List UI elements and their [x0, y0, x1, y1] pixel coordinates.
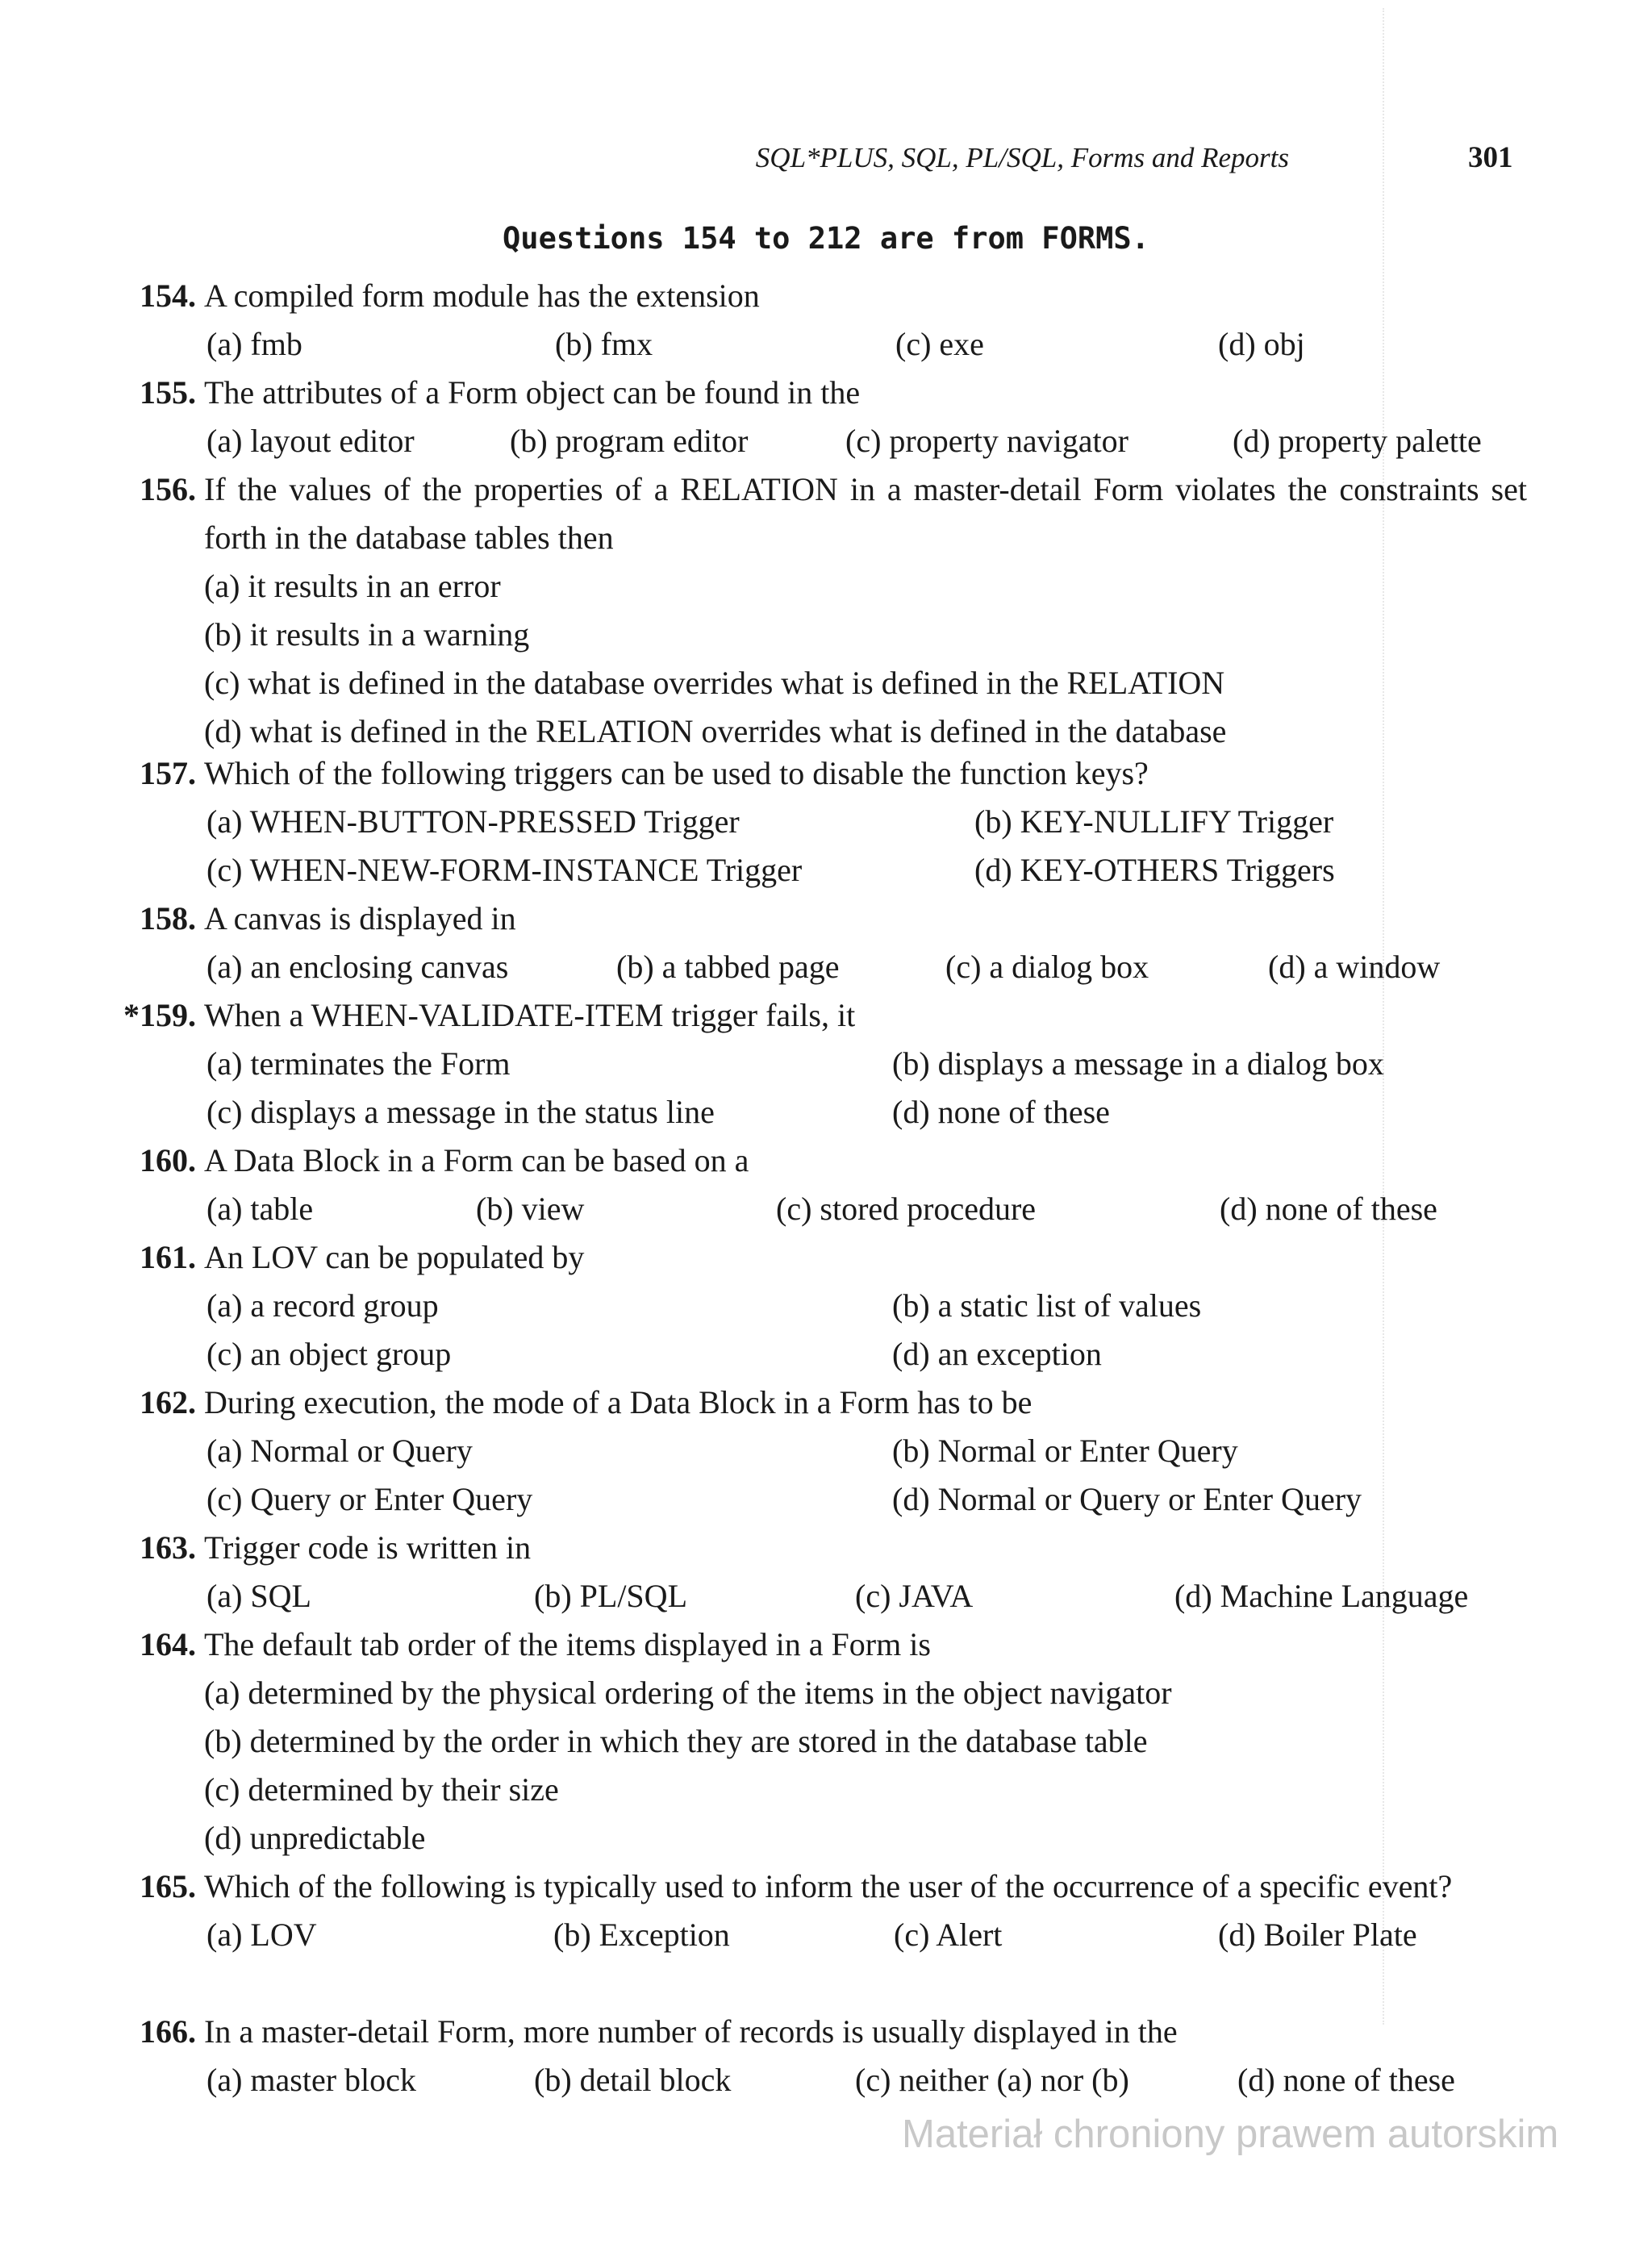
- option-a: (a) a record group: [206, 1287, 439, 1324]
- question-number: 158.: [140, 900, 196, 936]
- question-stem: The attributes of a Form object can be found in the: [204, 374, 861, 411]
- question-163: [0, 1524, 1652, 1620]
- section-heading: Questions 154 to 212 are from FORMS.: [503, 221, 1149, 256]
- question-number: 163.: [140, 1529, 196, 1566]
- option-c: (c) what is defined in the database overrides what is defined in the RELATION: [204, 665, 1225, 701]
- option-b: (b) fmx: [555, 326, 653, 362]
- option-c: (c) an object group: [206, 1336, 452, 1372]
- options-row: [0, 320, 1652, 369]
- options-row: [0, 1088, 1652, 1137]
- option-c: (c) neither (a) nor (b): [855, 2062, 1129, 2098]
- option-b: (b) view: [476, 1191, 585, 1227]
- option-b: (b) displays a message in a dialog box: [892, 1045, 1384, 1082]
- option-d: (d) Boiler Plate: [1218, 1917, 1417, 1953]
- option-c: (c) displays a message in the status line: [206, 1094, 715, 1130]
- options-row: [0, 1427, 1652, 1475]
- question-stem: In a master-detail Form, more number of records is usually displayed in the: [204, 2013, 1178, 2050]
- question-155: [0, 369, 1652, 465]
- page-number: 301: [1468, 141, 1513, 174]
- option-b: (b) a tabbed page: [616, 949, 840, 985]
- question-number: 155.: [140, 374, 196, 411]
- question-156: [0, 465, 1652, 756]
- question-number: 154.: [140, 277, 196, 314]
- running-title: SQL*PLUS, SQL, PL/SQL, Forms and Reports: [755, 142, 1289, 173]
- question-165: [0, 1862, 1652, 1959]
- question-stem: Which of the following triggers can be used to disable the function keys?: [204, 755, 1149, 791]
- option-c: (c) Query or Enter Query: [206, 1481, 533, 1517]
- options-row: [0, 1185, 1652, 1233]
- option-d: (d) property palette: [1233, 423, 1482, 459]
- question-162: [0, 1379, 1652, 1524]
- question-158: [0, 895, 1652, 991]
- question-stem: If the values of the properties of a RELATION in a master-detail Form violates the constraints set forth in the database tables then: [204, 471, 1527, 556]
- option-b: (b) detail block: [534, 2062, 732, 2098]
- option-c: (c) a dialog box: [945, 949, 1149, 985]
- question-stem: An LOV can be populated by: [204, 1239, 585, 1275]
- question-number: 166.: [140, 2013, 196, 2050]
- options-row: [0, 1040, 1652, 1088]
- option-a: (a) layout editor: [206, 423, 415, 459]
- question-number: 162.: [140, 1384, 196, 1420]
- option-b: (b) program editor: [510, 423, 749, 459]
- option-a: (a) master block: [206, 2062, 416, 2098]
- option-d: (d) none of these: [1220, 1191, 1437, 1227]
- option-c: (c) WHEN-NEW-FORM-INSTANCE Trigger: [206, 852, 803, 888]
- option-b: (b) it results in a warning: [204, 616, 530, 653]
- question-number: 156.: [140, 471, 196, 507]
- question-159: [0, 991, 1652, 1137]
- options-row: [0, 417, 1652, 465]
- options-row: [0, 1282, 1652, 1330]
- option-c: (c) exe: [895, 326, 984, 362]
- option-d: (d) obj: [1218, 326, 1305, 362]
- option-b: (b) PL/SQL: [534, 1578, 687, 1614]
- option-a: (a) LOV: [206, 1917, 317, 1953]
- question-number: *159.: [123, 997, 196, 1033]
- question-number: 165.: [140, 1868, 196, 1904]
- option-a: (a) an enclosing canvas: [206, 949, 509, 985]
- option-a: (a) terminates the Form: [206, 1045, 511, 1082]
- question-stem: A Data Block in a Form can be based on a: [204, 1142, 749, 1178]
- option-c: (c) determined by their size: [204, 1771, 559, 1808]
- question-number: 160.: [140, 1142, 196, 1178]
- option-d: (d) what is defined in the RELATION overrides what is defined in the database: [204, 713, 1227, 749]
- option-a: (a) WHEN-BUTTON-PRESSED Trigger: [206, 803, 740, 840]
- options-row: [0, 1330, 1652, 1379]
- option-a: (a) determined by the physical ordering of the items in the object navigator: [204, 1675, 1172, 1711]
- options-row: [0, 943, 1652, 991]
- option-d: (d) a window: [1268, 949, 1441, 985]
- options-row: [0, 846, 1652, 895]
- question-number: 164.: [140, 1626, 196, 1662]
- option-d: (d) KEY-OTHERS Triggers: [974, 852, 1335, 888]
- option-c: (c) Alert: [894, 1917, 1003, 1953]
- option-c: (c) stored procedure: [776, 1191, 1037, 1227]
- option-d: (d) none of these: [1237, 2062, 1455, 2098]
- option-d: (d) Normal or Query or Enter Query: [892, 1481, 1362, 1517]
- question-stem: A canvas is displayed in: [204, 900, 516, 936]
- question-stem: Which of the following is typically used to inform the user of the occurrence of a specific event?: [204, 1868, 1453, 1904]
- question-stem: Trigger code is written in: [204, 1529, 532, 1566]
- option-d: (d) Machine Language: [1174, 1578, 1469, 1614]
- option-b: (b) determined by the order in which they are stored in the database table: [204, 1723, 1148, 1759]
- option-d: (d) an exception: [892, 1336, 1102, 1372]
- option-a: (a) SQL: [206, 1578, 311, 1614]
- option-b: (b) a static list of values: [892, 1287, 1202, 1324]
- options-row: [0, 1475, 1652, 1524]
- option-b: (b) KEY-NULLIFY Trigger: [974, 803, 1334, 840]
- question-number: 161.: [140, 1239, 196, 1275]
- question-161: [0, 1233, 1652, 1379]
- question-stem: During execution, the mode of a Data Block in a Form has to be: [204, 1384, 1032, 1420]
- question-stem: A compiled form module has the extension: [204, 277, 760, 314]
- option-b: (b) Normal or Enter Query: [892, 1433, 1238, 1469]
- option-c: (c) property navigator: [845, 423, 1128, 459]
- question-160: [0, 1137, 1652, 1233]
- option-b: (b) Exception: [553, 1917, 730, 1953]
- option-d: (d) none of these: [892, 1094, 1110, 1130]
- question-166: [0, 2008, 1652, 2104]
- question-stem: The default tab order of the items displayed in a Form is: [204, 1626, 931, 1662]
- option-a: (a) it results in an error: [204, 568, 501, 604]
- option-a: (a) fmb: [206, 326, 302, 362]
- options-row: [0, 798, 1652, 846]
- options-row: [0, 2056, 1652, 2104]
- copyright-watermark: Materiał chroniony prawem autorskim: [902, 2113, 1559, 2156]
- question-154: [0, 272, 1652, 369]
- options-row: [0, 1911, 1652, 1959]
- question-number: 157.: [140, 755, 196, 791]
- options-row: [0, 1572, 1652, 1620]
- option-a: (a) table: [206, 1191, 314, 1227]
- question-164: [0, 1620, 1652, 1862]
- question-stem: When a WHEN-VALIDATE-ITEM trigger fails, it: [204, 997, 856, 1033]
- option-a: (a) Normal or Query: [206, 1433, 473, 1469]
- option-d: (d) unpredictable: [204, 1820, 426, 1856]
- option-c: (c) JAVA: [855, 1578, 974, 1614]
- question-157: [0, 749, 1652, 895]
